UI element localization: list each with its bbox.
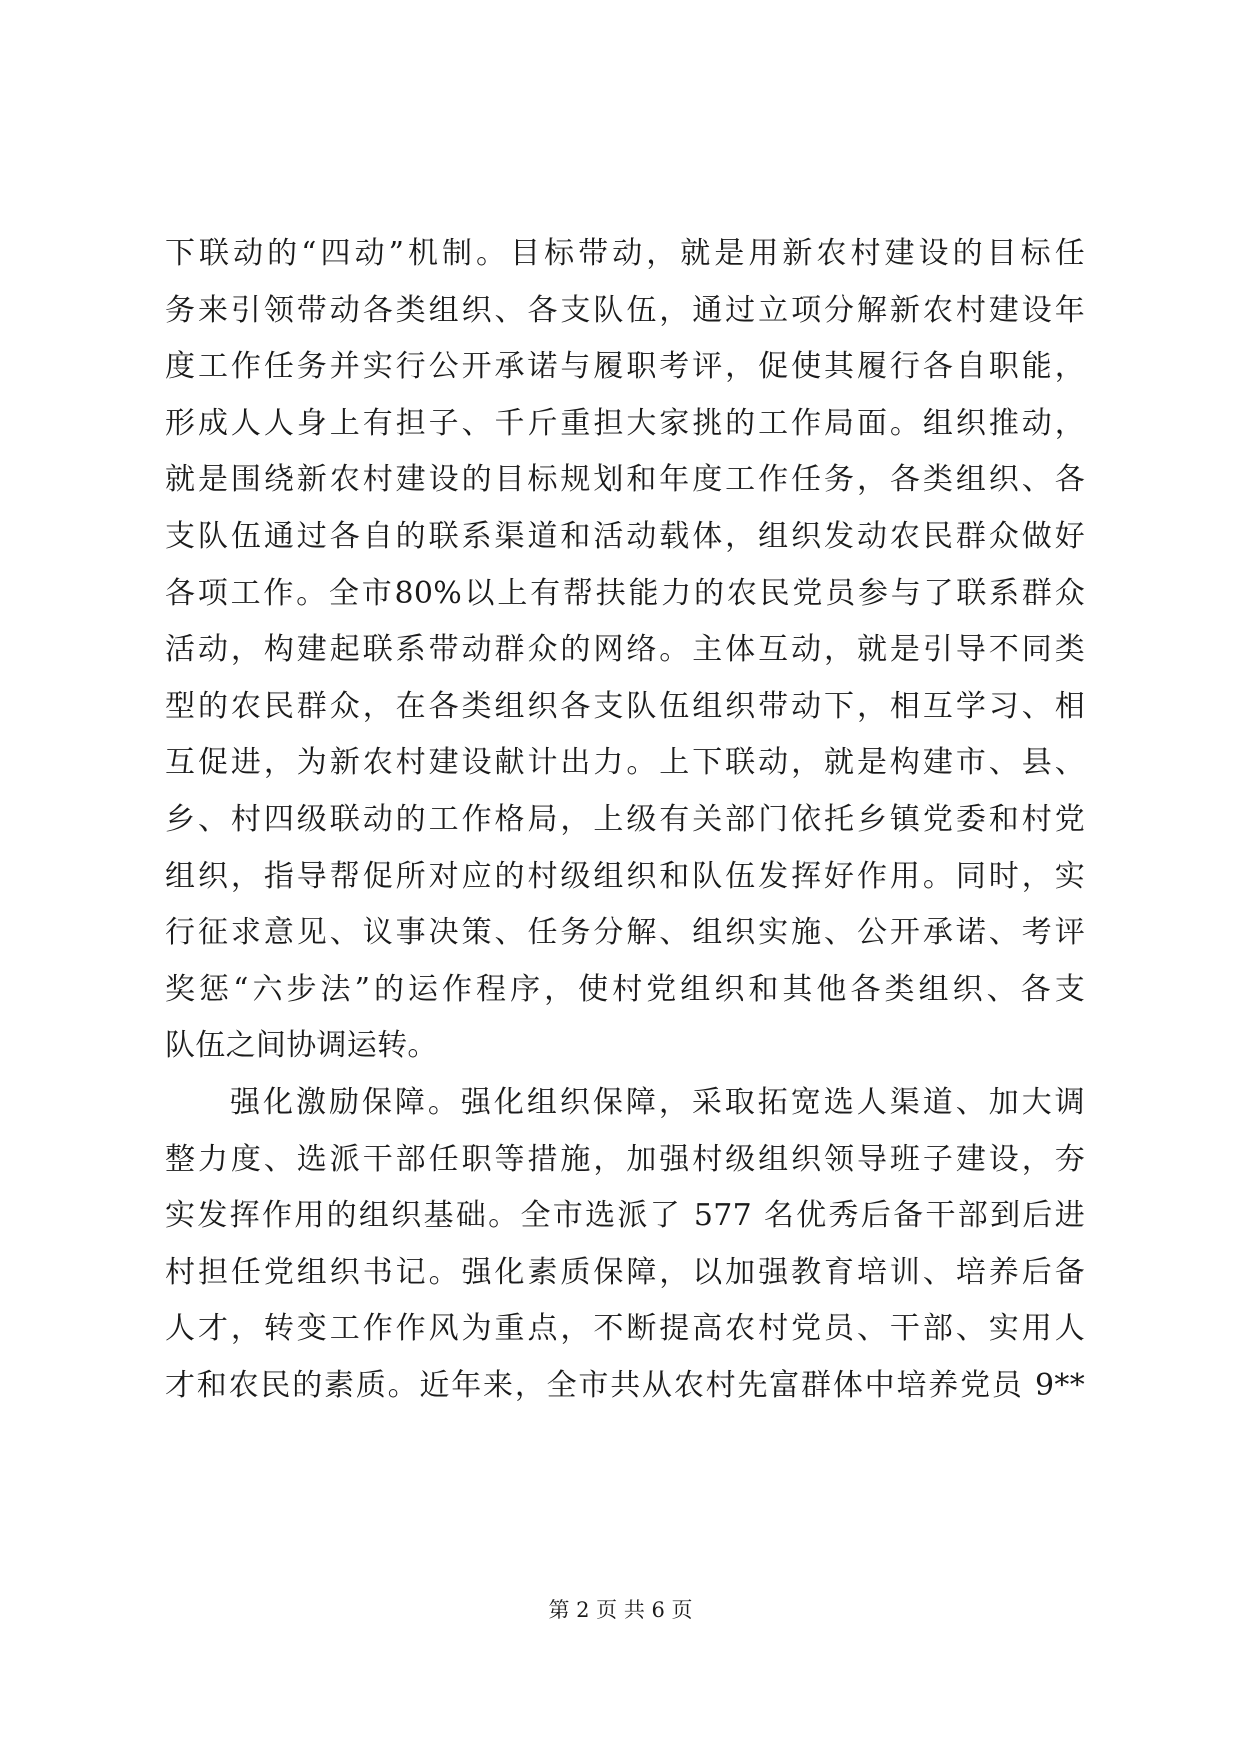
text-line: 就是围绕新农村建设的目标规划和年度工作任务，各类组织、各 — [165, 462, 1085, 498]
text-line: 形成人人身上有担子、千斤重担大家挑的工作局面。组织推动， — [165, 405, 1085, 441]
text-line: 支队伍通过各自的联系渠道和活动载体，组织发动农民群众做好 — [165, 518, 1085, 554]
text-line: 各项工作。全市80%以上有帮扶能力的农民党员参与了联系群众 — [165, 575, 1085, 611]
text-line: 人才，转变工作作风为重点，不断提高农村党员、干部、实用人 — [165, 1311, 1085, 1347]
text-line: 强化激励保障。强化组织保障，采取拓宽选人渠道、加大调 — [230, 1084, 1085, 1120]
text-line: 互促进，为新农村建设献计出力。上下联动，就是构建市、县、 — [165, 745, 1085, 781]
text-line: 整力度、选派干部任职等措施，加强村级组织领导班子建设，夯 — [165, 1141, 1085, 1177]
text-line: 度工作任务并实行公开承诺与履职考评，促使其履行各自职能， — [165, 349, 1085, 385]
text-line: 奖惩“六步法”的运作程序，使村党组织和其他各类组织、各支 — [165, 971, 1085, 1007]
paragraph-1 — [165, 226, 1085, 1075]
paragraph-2 — [165, 1075, 1085, 1415]
text-line: 队伍之间协调运转。 — [165, 1028, 438, 1064]
text-line: 村担任党组织书记。强化素质保障，以加强教育培训、培养后备 — [165, 1254, 1085, 1290]
text-line: 下联动的“四动”机制。目标带动，就是用新农村建设的目标任 — [165, 236, 1085, 271]
text-line: 活动，构建起联系带动群众的网络。主体互动，就是引导不同类 — [165, 632, 1085, 668]
text-line: 实发挥作用的组织基础。全市选派了 577 名优秀后备干部到后进 — [165, 1198, 1085, 1234]
text-line: 型的农民群众，在各类组织各支队伍组织带动下，相互学习、相 — [165, 688, 1085, 724]
document-body — [165, 226, 1085, 1414]
text-line: 组织，指导帮促所对应的村级组织和队伍发挥好作用。同时，实 — [165, 858, 1085, 894]
text-line: 才和农民的素质。近年来，全市共从农村先富群体中培养党员 9** — [165, 1367, 1085, 1403]
text-line: 乡、村四级联动的工作格局，上级有关部门依托乡镇党委和村党 — [165, 801, 1085, 837]
text-line: 行征求意见、议事决策、任务分解、组织实施、公开承诺、考评 — [165, 915, 1085, 951]
text-line: 务来引领带动各类组织、各支队伍，通过立项分解新农村建设年 — [165, 292, 1085, 328]
page-number-footer: 第 2 页 共 6 页 — [548, 1598, 693, 1622]
